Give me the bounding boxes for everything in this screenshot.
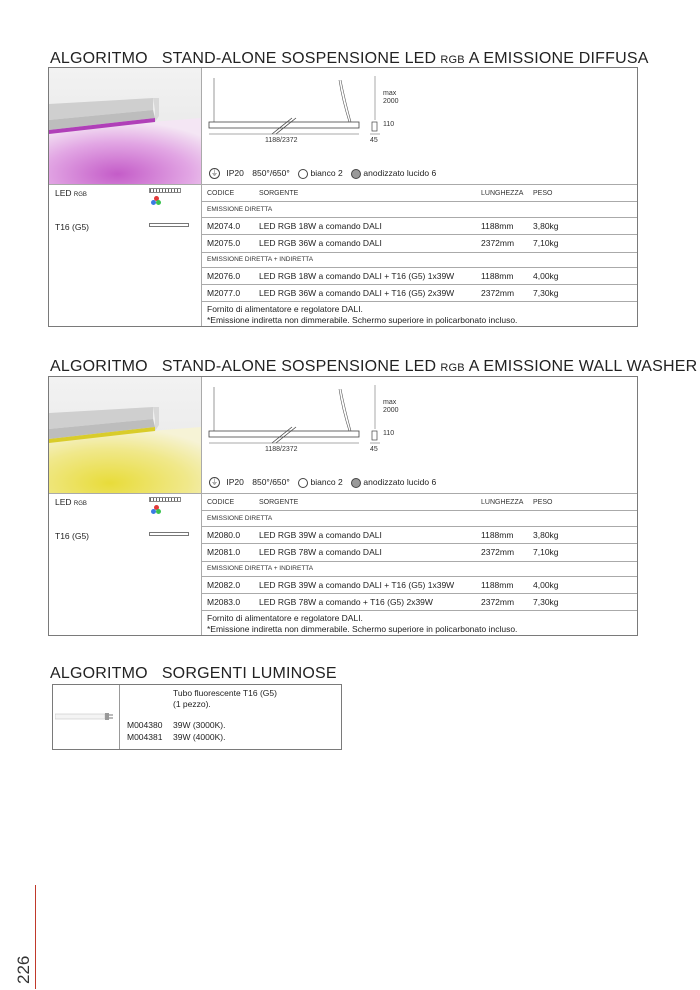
white-finish-swatch [298,478,308,488]
row-source: LED RGB 36W a comando DALI [259,238,382,248]
white-finish-swatch [298,169,308,179]
row-code: M2075.0 [207,238,241,248]
title-emission: A EMISSIONE WALL WASHER [468,358,698,375]
row-source: LED RGB 78W a comando + T16 (G5) 2x39W [259,597,433,607]
row-source: LED RGB 18W a comando DALI [259,221,382,231]
header-code: CODICE [207,190,235,197]
led-label: LED RGB [55,188,87,198]
section-title [50,358,697,376]
fluorescent-tube-icon [55,711,117,723]
finish-white: bianco 2 [310,168,343,178]
product-photo [49,68,202,184]
title-product: STAND-ALONE SOSPENSIONE LED [161,358,437,375]
dim-max-label: max [383,399,397,406]
spec-line [209,168,436,179]
title-rgb: RGB [440,54,465,66]
dim-width: 45 [370,137,378,144]
row-length: 1188mm [481,221,514,231]
rgb-icon [151,196,161,206]
title-brand: ALGORITMO [50,665,148,682]
tube-icon [149,532,189,536]
finish-white: bianco 2 [310,477,343,487]
ip-rating: IP20 [226,477,244,487]
row-weight: 7,10kg [533,547,559,557]
led-strip-icon [149,497,181,502]
dim-length: 1188/2372 [265,446,298,453]
dim-max-value: 2000 [383,98,399,105]
row-length: 1188mm [481,580,514,590]
product-box [48,376,638,636]
group-direct-indirect: EMISSIONE DIRETTA + INDIRETTA [207,565,314,572]
led-label: LED RGB [55,497,87,507]
technical-drawing [204,70,454,152]
dim-length: 1188/2372 [265,137,298,144]
tube-quantity: (1 pezzo). [173,699,211,709]
title-sources: SORGENTI LUMINOSE [161,665,337,682]
finish-anodized: anodizzato lucido 6 [363,168,437,178]
rgb-icon [151,505,161,515]
row-source: LED RGB 36W a comando DALI + T16 (G5) 2x39W [259,288,455,298]
beam-angle: 850°/650° [252,477,290,487]
section-title [50,665,337,683]
title-product: STAND-ALONE SOSPENSIONE LED [161,50,437,67]
source-code: M004380 [127,720,163,730]
group-direct: EMISSIONE DIRETTA [207,206,273,213]
page-number: 226 [14,955,33,984]
row-length: 2372mm [481,238,515,248]
anodized-finish-swatch [351,478,361,488]
ip-rating: IP20 [226,168,244,178]
tube-description: Tubo fluorescente T16 (G5) [173,688,277,698]
row-weight: 3,80kg [533,221,559,231]
anodized-finish-swatch [351,169,361,179]
row-length: 1188mm [481,271,514,281]
row-weight: 4,00kg [533,271,559,281]
ground-icon: ⏚ [211,170,218,178]
title-emission: A EMISSIONE DIFFUSA [468,50,649,67]
header-length: LUNGHEZZA [481,190,524,197]
row-weight: 3,80kg [533,530,559,540]
t16-label: T16 (G5) [55,222,90,232]
row-weight: 7,30kg [533,597,559,607]
row-length: 2372mm [481,597,515,607]
row-code: M2080.0 [207,530,241,540]
page-number-wrap [14,944,36,984]
note-supply: Fornito di alimentatore e regolatore DALI. [207,613,363,623]
section-title [50,50,649,68]
source-code: M004381 [127,732,163,742]
ground-icon: ⏚ [211,479,218,487]
row-code: M2082.0 [207,580,241,590]
group-direct: EMISSIONE DIRETTA [207,515,273,522]
spec-line [209,477,436,488]
header-source: SORGENTE [259,190,299,197]
source-value: 39W (3000K). [173,720,226,730]
technical-drawing [204,379,454,461]
row-length: 2372mm [481,547,515,557]
note-indirect: *Emissione indiretta non dimmerabile. Schermo superiore in policarbonato incluso. [207,315,518,325]
row-source: LED RGB 39W a comando DALI [259,530,382,540]
dim-max-label: max [383,90,397,97]
dim-max-value: 2000 [383,407,399,414]
tube-icon [149,223,189,227]
row-weight: 7,30kg [533,288,559,298]
header-length: LUNGHEZZA [481,499,524,506]
finish-anodized: anodizzato lucido 6 [363,477,437,487]
product-box [48,67,638,327]
row-length: 2372mm [481,288,515,298]
header-source: SORGENTE [259,499,299,506]
dim-width: 45 [370,446,378,453]
row-weight: 7,10kg [533,238,559,248]
row-source: LED RGB 39W a comando DALI + T16 (G5) 1x39W [259,580,455,590]
row-code: M2076.0 [207,271,241,281]
row-code: M2081.0 [207,547,241,557]
dim-height: 110 [383,430,395,437]
source-value: 39W (4000K). [173,732,226,742]
row-code: M2074.0 [207,221,241,231]
title-brand: ALGORITMO [50,50,148,67]
title-brand: ALGORITMO [50,358,148,375]
sources-box [52,684,342,750]
header-weight: PESO [533,190,553,197]
header-weight: PESO [533,499,553,506]
row-source: LED RGB 78W a comando DALI [259,547,382,557]
led-strip-icon [149,188,181,193]
beam-angle: 850°/650° [252,168,290,178]
note-supply: Fornito di alimentatore e regolatore DALI. [207,304,363,314]
title-rgb: RGB [440,362,465,374]
product-photo [49,377,202,493]
row-code: M2083.0 [207,597,241,607]
row-weight: 4,00kg [533,580,559,590]
row-length: 1188mm [481,530,514,540]
row-code: M2077.0 [207,288,241,298]
note-indirect: *Emissione indiretta non dimmerabile. Schermo superiore in policarbonato incluso. [207,624,518,634]
header-code: CODICE [207,499,235,506]
dim-height: 110 [383,121,395,128]
row-source: LED RGB 18W a comando DALI + T16 (G5) 1x39W [259,271,455,281]
t16-label: T16 (G5) [55,531,90,541]
group-direct-indirect: EMISSIONE DIRETTA + INDIRETTA [207,256,314,263]
